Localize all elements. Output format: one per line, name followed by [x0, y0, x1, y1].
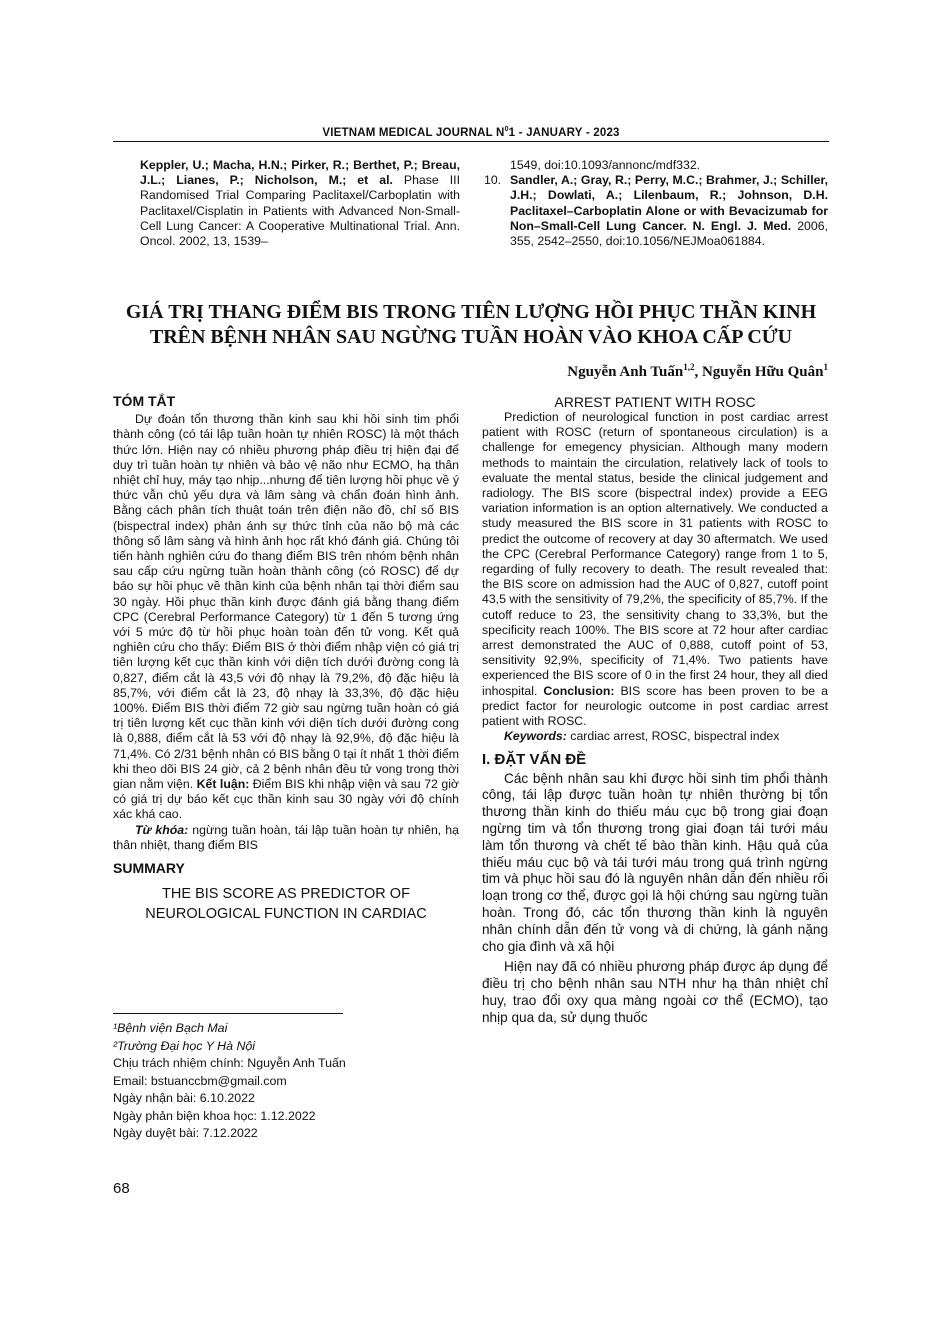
journal-name: VIETNAM MEDICAL JOURNAL N: [322, 126, 505, 139]
summary-text: Prediction of neurological function in post cardiac arrest patient with ROSC (return of spontaneous circulation) is a challenge for emegency physician. Although many modern methods to maintain the circulation, relatively lack of tools to evaluate the mental status, beside the clinical judgement and radiology. The BIS score (bispectral index) provide a EEG variation information is an option alternatively. We conducted a study measured the BIS score in 31 patients with ROSC to predict the outcome of recovery at day 30 aftermatch. We used the CPC (Cerebral Performance Category) range from 1 to 5, regarding of fully recovery to death. The result revealed that: the BIS score on admission had the AUC of 0,827, cutoff point 43,5 with the sensitivity of 79,2%, the specificity of 85,7%. If the cutoff reduce to 23, the sensitivity chang to 33,3%, but the specificity reach 100%. The BIS score at 72 hour after cardiac arrest demonstrated the AUC of 0,888, cutoff point of 53, sensitivity 92,9%, specificity of 71,4%. Two patients have experienced the BIS score of 0 in the first 24 hour, they all died inhospital.: [482, 410, 828, 698]
reference-text: Phase III Randomised Trial Comparing Paclitaxel/Carboplatin with Paclitaxel/Cisplatin in Patients with Advanced Non-Small-Cell Lung Cancer: A Cooperative Multinational Trial. Ann. Oncol. 2002, 13, 1539–: [140, 173, 460, 249]
conclusion-label: Kết luận:: [196, 777, 250, 792]
abstract-text: Dự đoán tổn thương thần kinh sau khi hồi sinh tim phổi thành công (có tái lập tuần hoàn tự nhiên ROSC) là một thách thức lớn. Hiện nay có nhiều phương pháp điều trị hiện đại để duy trì tuần hoàn tự nhiên và bảo vệ não như ECMO, hạ thân nhiệt chỉ huy, máy tạo nhịp...nhưng để tiên lượng hồi phục về ý thức vẫn chủ yếu dựa và lâm sàng và chẩn đoán hình ảnh. Bằng cách phân tích thuật toán trên điện não đồ, chỉ số BIS (bispectral index) phản ánh sự thức tỉnh của não bộ mà các thông số lâm sàng và hình ảnh học rất khó đánh giá. Chúng tôi tiến hành nghiên cứu đo thang điểm BIS trên nhóm bệnh nhân sau cấp cứu ngừng tuần hoàn thành công (có ROSC) để dự báo sự hồi phục về thần kinh của bệnh nhân tại thời điểm sau 30 ngày. Hồi phục thần kinh được đánh giá bằng thang điểm CPC (Cerebral Performance Category) từ 1 đến 5 tương ứng với 5 mức độ từ hồi phục hoàn toàn đến tử vong. Kết quả nghiên cứu cho thấy: Điểm BIS ở thời điểm nhập viện có giá trị tiên lượng kết cục thần kinh với diện tích dưới đường cong là 0,827, điểm cắt là 43,5 với độ nhạy là 79,2%, độ đặc hiệu là 85,7%, với điểm cắt là 23, độ nhạy là 33,3%, độ đặc hiệu 100%. Điểm BIS thời điểm 72 giờ sau ngừng tuần hoàn có giá trị tiên lượng kết cục thần kinh với diện tích dưới đường cong là 0,888, điểm cắt là 53 với độ nhạy là 92,9%, độ đặc hiệu là 71,4%. Có 2/31 bệnh nhân có BIS bằng 0 tại ít nhất 1 thời điểm khi theo dõi BIS 24 giờ, cả 2 bệnh nhân đều tử vong trong thời gian nằm viện.: [113, 412, 459, 792]
reference-authors: Keppler, U.; Macha, H.N.; Pirker, R.; Berthet, P.; Breau, J.L.; Lianes, P.; Nicholson, M.; et al.: [140, 158, 460, 188]
journal-issue: 1 - JANUARY - 2023: [508, 126, 620, 139]
summary-subtitle-line-1: THE BIS SCORE AS PREDICTOR OF NEUROLOGICAL FUNCTION IN CARDIAC: [145, 886, 427, 923]
keywords-vi: [113, 823, 459, 853]
date-approved: Ngày duyệt bài: 7.12.2022: [113, 1126, 258, 1140]
reference-number: 10.: [484, 173, 502, 188]
summary-body: [482, 410, 828, 729]
reference-right: [484, 158, 828, 249]
footnote-rule: [113, 1013, 343, 1014]
title-line-1: GIÁ TRỊ THANG ĐIỂM BIS TRONG TIÊN LƯỢNG HỒI PHỤC THẦN KINH: [125, 301, 817, 323]
keywords-label: Keywords:: [504, 729, 567, 744]
conclusion-text: Điểm BIS khi nhập viện và sau 72 giờ có giá trị dự báo kết cục thần kinh sau 30 ngày với độ chính xác khá cao.: [113, 777, 459, 822]
author-1-affiliation: 1,2: [683, 362, 695, 372]
author-line: [420, 362, 828, 381]
reference-left: [140, 158, 460, 249]
keywords-label: Từ khóa:: [135, 822, 189, 837]
intro-heading: I. ĐẶT VẤN ĐỀ: [482, 751, 587, 769]
corresponding-author: Chịu trách nhiệm chính: Nguyễn Anh Tuấn: [113, 1056, 346, 1070]
author-1: Nguyễn Anh Tuấn: [567, 364, 684, 380]
summary-english: [482, 394, 828, 1027]
page-number: 68: [113, 1180, 130, 1197]
affiliation-2: ²Trường Đại học Y Hà Nội: [113, 1038, 256, 1053]
date-reviewed: Ngày phản biện khoa học: 1.12.2022: [113, 1108, 316, 1123]
keywords-en: [482, 729, 828, 744]
title-line-2: TRÊN BỆNH NHÂN SAU NGỪNG TUẦN HOÀN VÀO KHOA CẤP CỨU: [149, 326, 793, 348]
reference-continuation: 1549, doi:10.1093/annonc/mdf332.: [510, 158, 701, 172]
abstract-heading: TÓM TẮT: [113, 393, 176, 409]
affiliation-1: ¹Bệnh viện Bạch Mai: [113, 1021, 228, 1035]
summary-conclusion-label: Conclusion:: [543, 683, 615, 698]
article-title: [100, 300, 842, 350]
footnotes: [113, 1020, 453, 1143]
summary-heading: SUMMARY: [113, 860, 185, 877]
author-2: Nguyễn Hữu Quân: [701, 364, 824, 380]
author-2-affiliation: 1: [823, 362, 828, 372]
header-rule: [113, 141, 829, 142]
intro-paragraph-2: Hiện nay đã có nhiều phương pháp được áp dụng để điều trị cho bệnh nhân sau NTH như hạ thân nhiệt chỉ huy, trao đổi oxy qua màng ngoài cơ thể (ECMO), tạo nhịp qua da, sử dụng thuốc: [482, 959, 828, 1025]
keywords-text: cardiac arrest, ROSC, bispectral index: [566, 729, 780, 744]
email: Email: bstuanccbm@gmail.com: [113, 1073, 287, 1088]
summary-subtitle-line-2: ARREST PATIENT WITH ROSC: [554, 394, 756, 410]
reference-authors: Sandler, A.; Gray, R.; Perry, M.C.; Brahmer, J.; Schiller, J.H.; Dowlati, A.; Lilenbaum, R.; Johnson, D.H. Paclitaxel–Carboplatin Alone or with Bevacizumab for Non–Small-Cell Lung Cancer. N. Engl. J. Med.: [510, 173, 828, 233]
abstract-body: [113, 412, 459, 822]
journal-number-sup: 0: [504, 126, 509, 133]
intro-paragraph-1: Các bệnh nhân sau khi được hồi sinh tim phổi thành công, tái lập được tuần hoàn tự nhiên thường bị tổn thương thần kinh do thiếu máu cục bộ trong giai đoạn ngừng tim và tổn thương trong giai đoạn tái tưới máu làm tổn thương và chết tế bào thần kinh. Hậu quả của thiếu máu cục bộ và tái tưới máu trong quá trình ngừng tim và phục hồi sau đó là nguyên nhân dẫn đến nhiều rối loạn trong cơ thể, được gọi là hội chứng sau ngừng tuần hoàn. Trong đó, các tổn thương thần kinh là nguyên nhân chính dẫn đến tử vong và di chứng, là gánh nặng cho gia đình và xã hội: [482, 770, 828, 954]
date-received: Ngày nhận bài: 6.10.2022: [113, 1091, 255, 1105]
author-separator: ,: [694, 364, 702, 380]
journal-header: [113, 126, 829, 139]
reference-text: 2006, 355, 2542–2550, doi:10.1056/NEJMoa061884.: [510, 218, 828, 249]
reference-10: [484, 173, 828, 249]
summary-conclusion-text: BIS score has been proven to be a predict factor for neurologic outcome in post cardiac arrest patient with ROSC.: [482, 683, 828, 729]
abstract-vietnamese: [113, 394, 459, 924]
keywords-text: ngừng tuần hoàn, tái lập tuần hoàn tự nhiên, hạ thân nhiệt, thang điểm BIS: [113, 822, 459, 852]
